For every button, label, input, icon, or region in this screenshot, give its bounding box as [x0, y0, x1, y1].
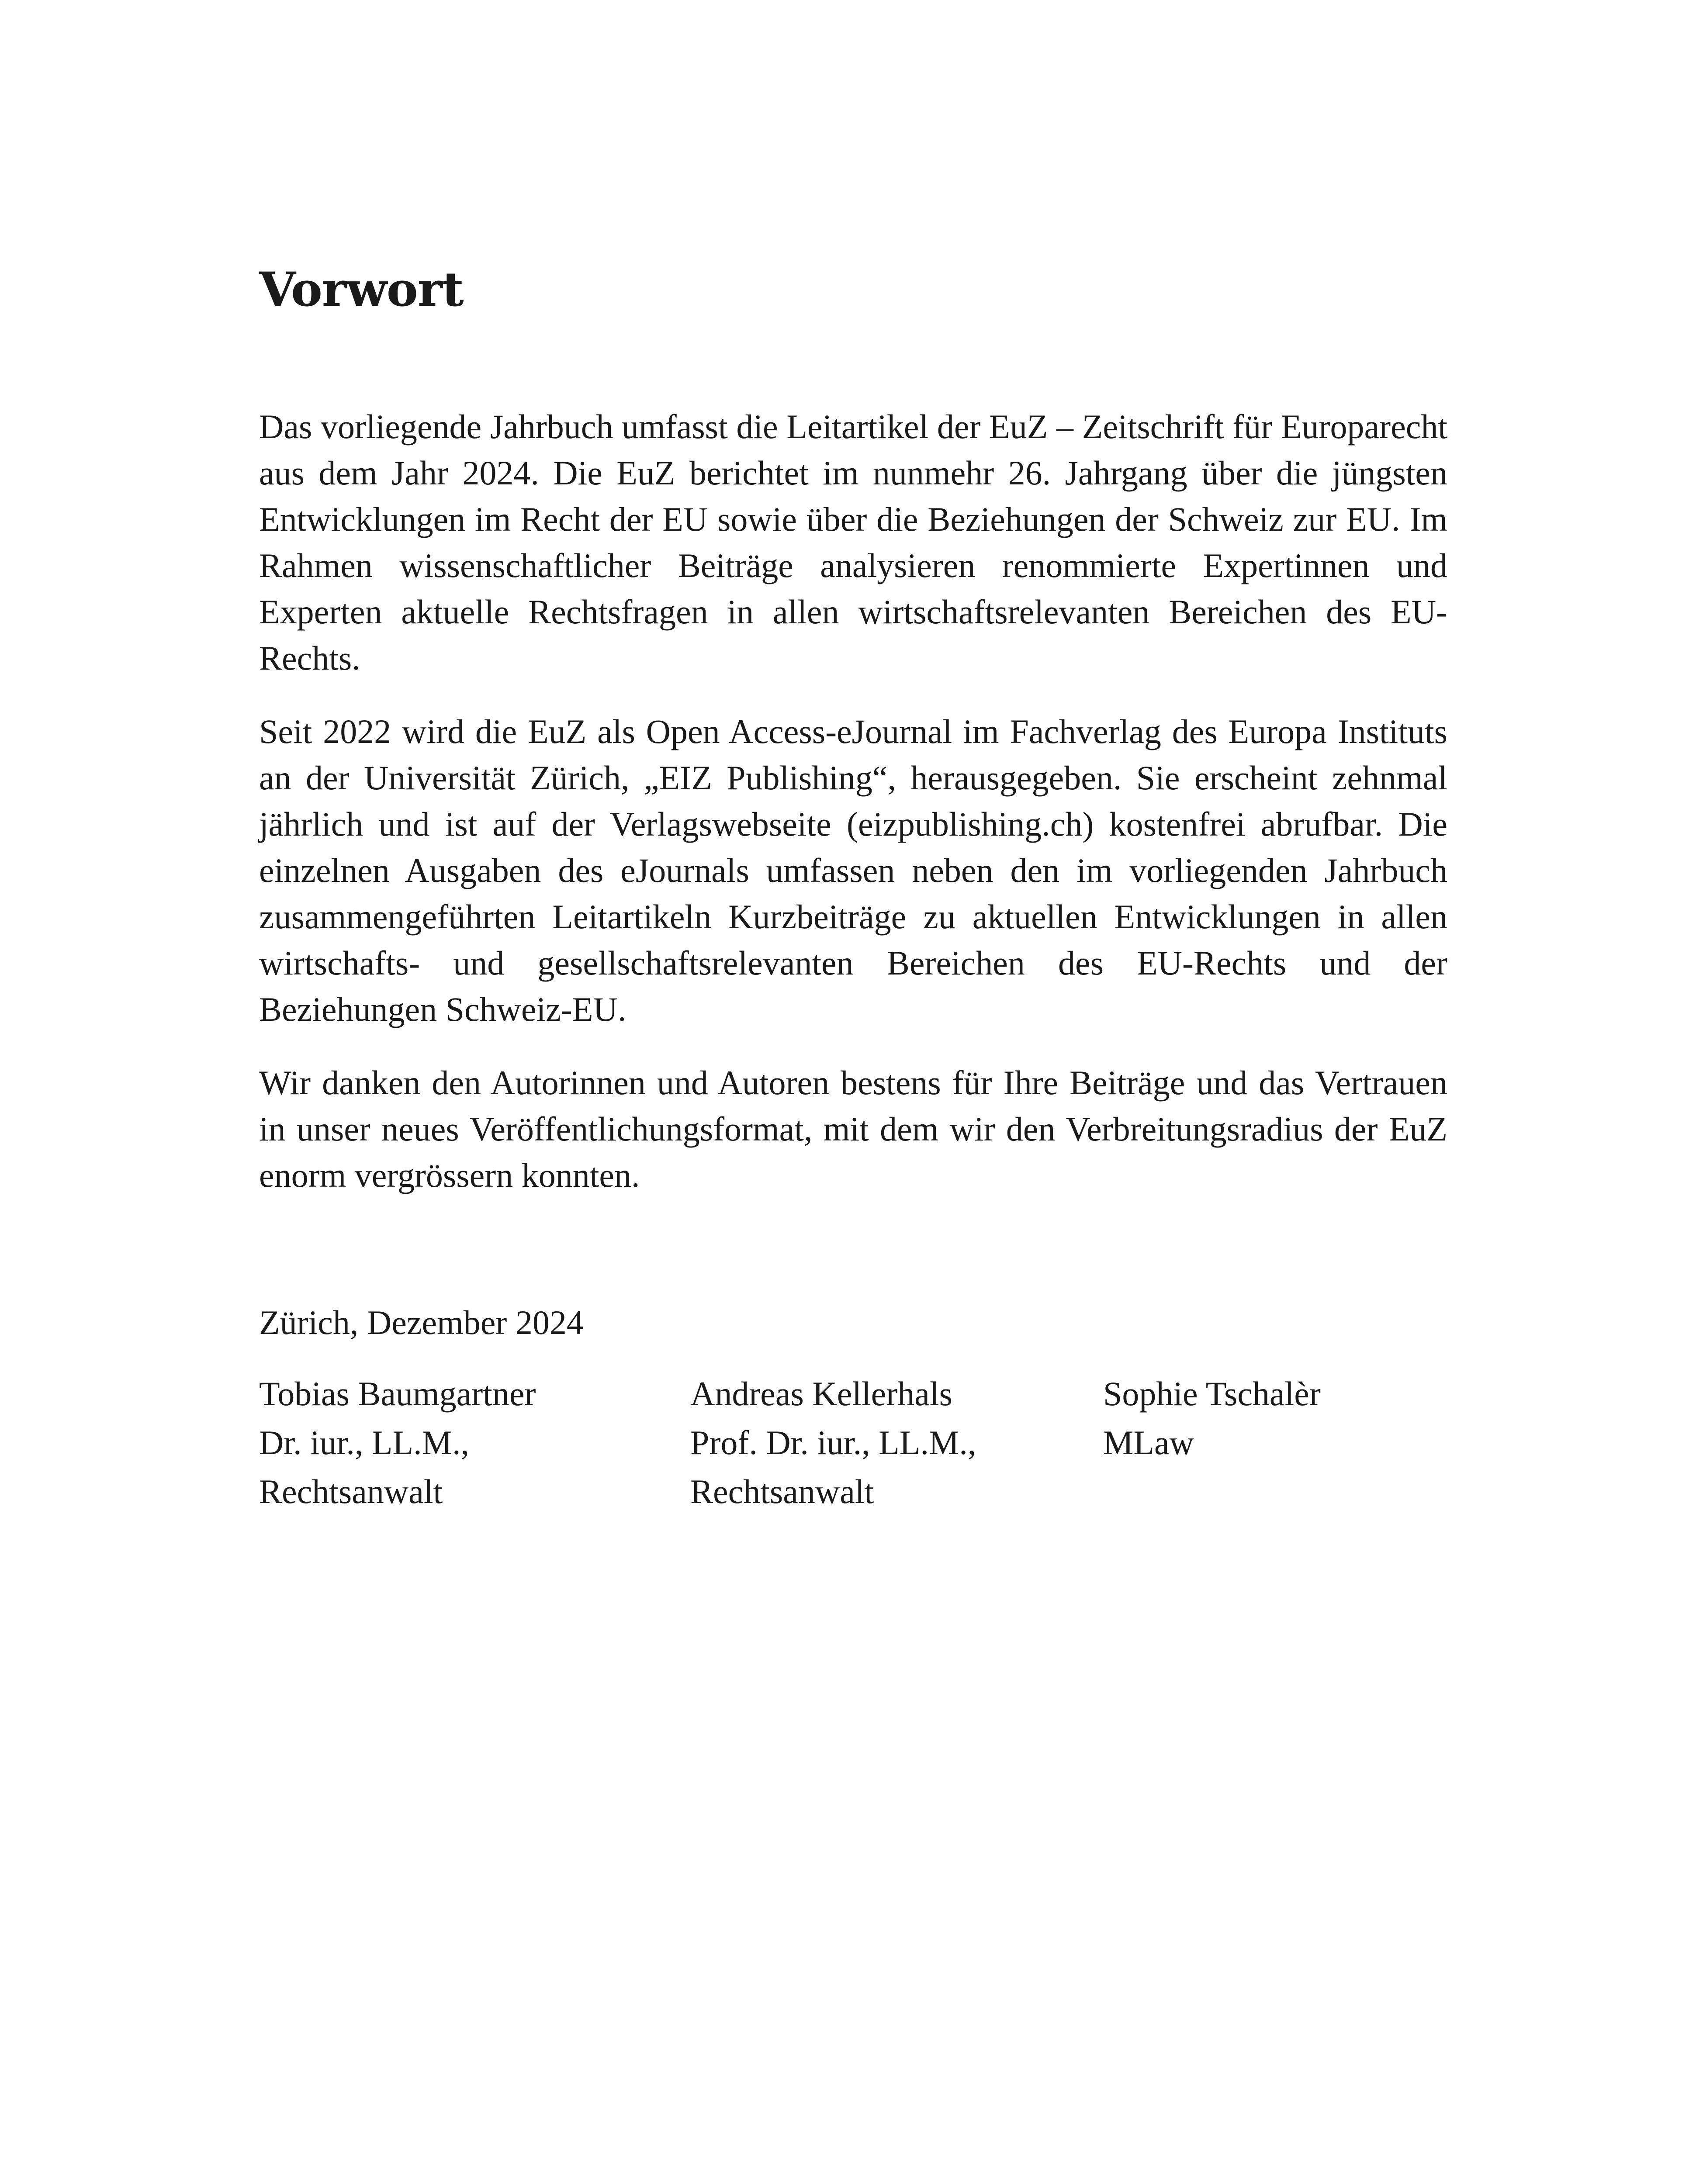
page-title: Vorwort	[259, 262, 464, 317]
paragraph-publishing: Seit 2022 wird die EuZ als Open Access-eJournal im Fachverlag des Europa Instituts an der Universität Zürich, „EIZ Publishing“, herausgegeben. Sie erscheint zehnmal jährlich und ist auf der Verlagswebseite (eizpublishing.ch) kostenfrei abrufbar. Die einzelnen Ausgaben des eJournals umfassen neben den im vorliegenden Jahrbuch zusammengeführten Leitartikeln Kurzbeiträge zu aktuellen Entwicklungen in allen wirtschafts- und gesellschaftsrelevanten Bereichen des EU-Rechts und der Beziehungen Schweiz-EU.	[259, 712, 1447, 1028]
signer-profession: Rechtsanwalt	[690, 1472, 874, 1510]
paragraph-intro: Das vorliegende Jahrbuch umfasst die Leitartikel der EuZ – Zeitschrift für Europarecht aus dem Jahr 2024. Die EuZ berichtet im nunmehr 26. Jahrgang über die jüngsten Entwicklungen im Recht der EU sowie über die Beziehungen der Schweiz zur EU. Im Rahmen wissenschaftlicher Beiträge analysieren renommierte Expertinnen und Experten aktuelle Rechtsfragen in allen wirtschaftsrelevanten Bereichen des EU-Rechts.	[259, 408, 1447, 677]
signer-name: Tobias Baumgartner	[259, 1375, 536, 1413]
signer-name: Andreas Kellerhals	[690, 1375, 952, 1413]
signer-title: Dr. iur., LL.M.,	[259, 1424, 469, 1462]
signer-title: MLaw	[1103, 1424, 1194, 1462]
signer-profession: Rechtsanwalt	[259, 1472, 443, 1510]
place-date: Zürich, Dezember 2024	[259, 1303, 584, 1341]
signer-title: Prof. Dr. iur., LL.M.,	[690, 1424, 976, 1462]
foreword-body	[259, 404, 1447, 1226]
signer-kellerhals	[690, 1369, 976, 1516]
signature-block	[0, 1369, 1703, 1527]
signer-tschaler	[1103, 1369, 1321, 1467]
paragraph-thanks: Wir danken den Autorinnen und Autoren bestens für Ihre Beiträge und das Vertrauen in unser neues Veröffentlichungsformat, mit dem wir den Verbreitungsradius der EuZ enorm vergrössern konnten.	[259, 1064, 1447, 1194]
signer-name: Sophie Tschalèr	[1103, 1375, 1321, 1413]
signer-baumgartner	[259, 1369, 536, 1516]
